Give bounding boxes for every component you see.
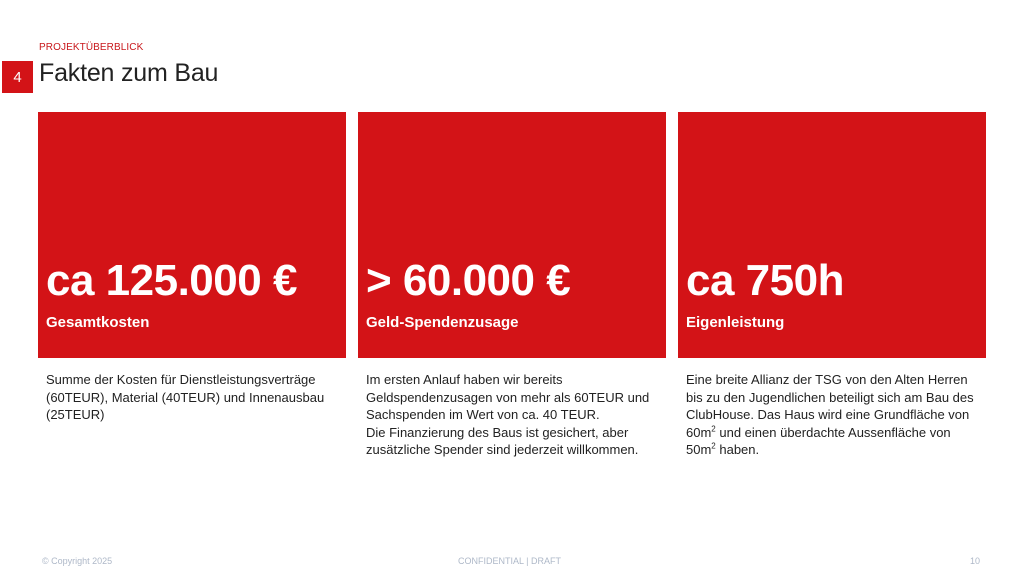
footer-classification: CONFIDENTIAL | DRAFT	[458, 556, 562, 566]
footer-page-number: 10	[970, 556, 981, 566]
fact-value: ca 750h	[686, 256, 844, 305]
page-badge: 4	[2, 61, 33, 93]
fact-card-total-cost	[38, 112, 346, 358]
superscript: 2	[711, 441, 716, 451]
fact-description-own-work	[686, 371, 982, 459]
fact-label: Gesamtkosten	[46, 314, 150, 331]
section-kicker: PROJEKTÜBERBLICK	[39, 42, 144, 53]
fact-label: Eigenleistung	[686, 314, 785, 331]
description-line: Im ersten Anlauf haben wir bereits Geldspendenzusagen von mehr als 60TEUR und Sachspenden im Wert von ca. 40 TEUR.	[366, 372, 650, 422]
fact-card-donations	[358, 112, 666, 358]
description-line: Die Finanzierung des Baus ist gesichert, aber zusätzliche Spender sind jederzeit willkommen.	[366, 424, 639, 457]
superscript: 2	[711, 424, 716, 434]
fact-value: > 60.000 €	[366, 256, 571, 305]
fact-value: ca 125.000 €	[46, 256, 297, 305]
footer-copyright: © Copyright 2025	[42, 556, 113, 566]
page-title: Fakten zum Bau	[39, 59, 219, 87]
fact-label: Geld-Spendenzusage	[366, 314, 519, 331]
description-text: haben.	[715, 442, 760, 457]
fact-card-own-work	[678, 112, 986, 358]
fact-description-donations	[366, 371, 662, 459]
fact-description-total-cost: Summe der Kosten für Dienstleistungsverträge (60TEUR), Material (40TEUR) und Innenausbau (25TEUR)	[46, 372, 325, 422]
description-text: Eine breite Allianz der TSG von den Alten Herren bis zu den Jugendlichen beteiligt sich am Bau des ClubHouse. Das Haus wird eine Grundfläche von 60m	[686, 372, 974, 440]
description-text: und einen überdachte Aussenfläche von 50m	[686, 424, 951, 457]
